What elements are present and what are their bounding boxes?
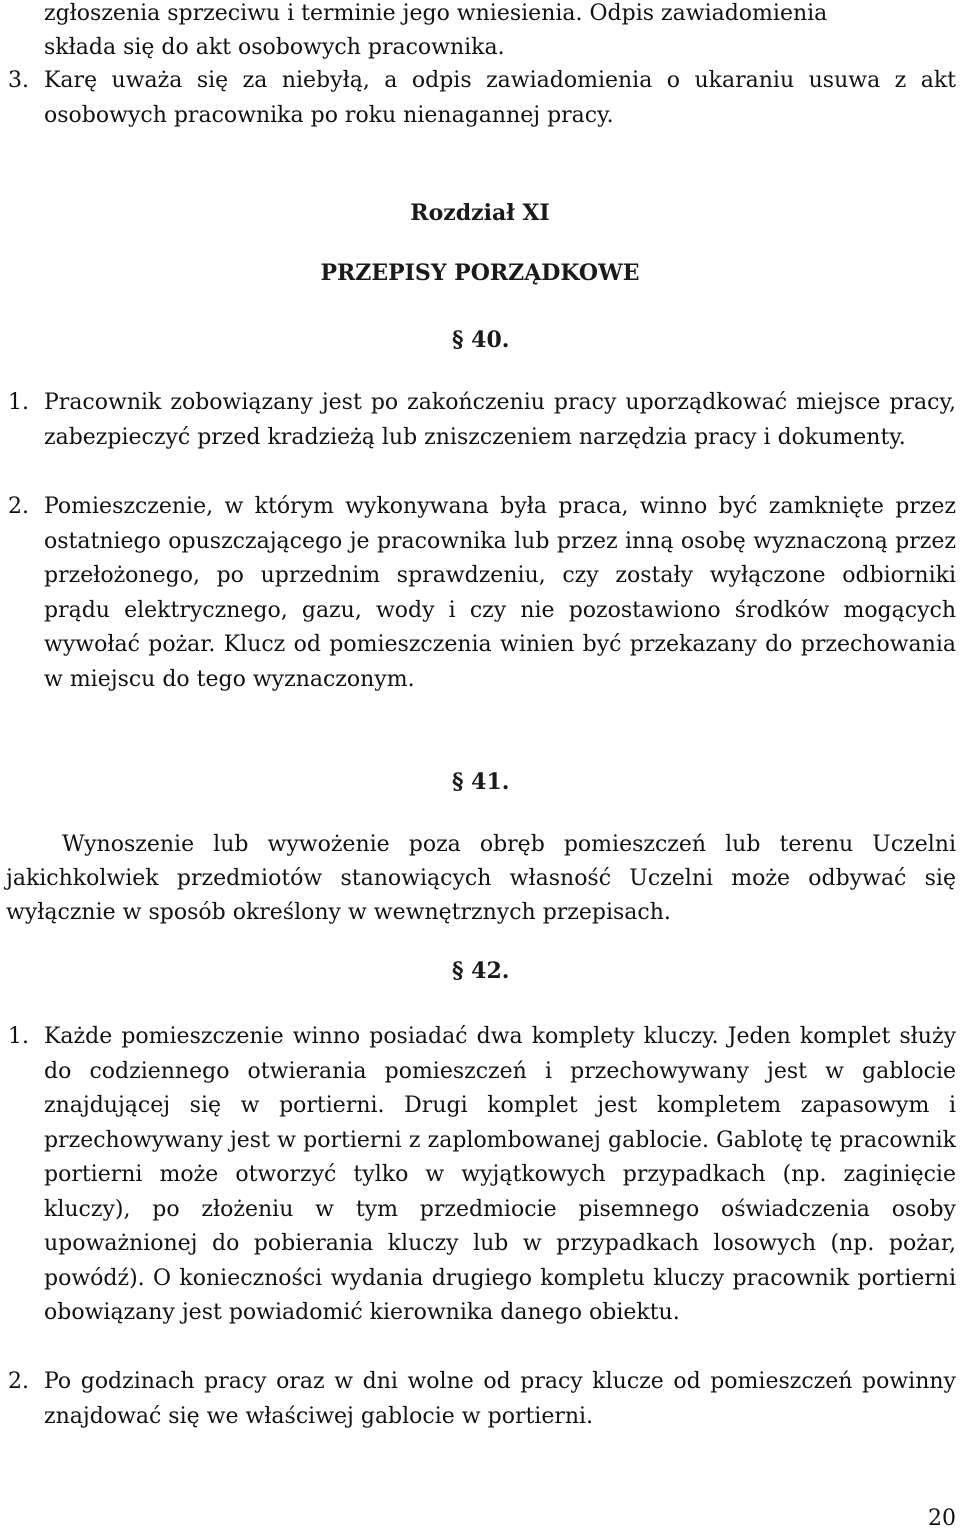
section-42-mark: § 42. — [452, 958, 510, 984]
intro-line-1: zgłoszenia sprzeciwu i terminie jego wniesienia. Odpis zawiadomienia — [44, 1, 828, 26]
intro-paragraph — [44, 0, 956, 65]
item-text: Po godzinach pracy oraz w dni wolne od pracy klucze od pomieszczeń powinny znajdować się we właściwej gablocie w portierni. — [44, 1369, 956, 1429]
section-40-mark: § 40. — [452, 327, 510, 353]
chapter-subtitle: PRZEPISY PORZĄDKOWE — [320, 260, 640, 286]
item-text: Pomieszczenie, w którym wykonywana była praca, winno być zamknięte przez ostatniego opuszczającego je pracownika lub przez inną osobę wyznaczoną przez przełożonego, po uprzednim sprawdzeniu, czy zostały wyłączone odbiorniki prądu elektrycznego, gazu, wody i czy nie pozostawiono środków mogących wywołać pożar. Klucz od pomieszczenia winien być przekazany do przechowania w miejscu do tego wyznaczonym. — [44, 494, 956, 692]
chapter-title: Rozdział XI — [410, 200, 550, 226]
item-number: 1. — [8, 1024, 29, 1049]
intro-line-2: składa się do akt osobowych pracownika. — [44, 35, 505, 60]
item-number: 3. — [8, 68, 29, 93]
item-text: Karę uważa się za niebyłą, a odpis zawiadomienia o ukaraniu usuwa z akt osobowych pracownika po roku nienagannej pracy. — [44, 68, 956, 128]
section-41-paragraph: Wynoszenie lub wywożenie poza obręb pomieszczeń lub terenu Uczelni jakichkolwiek przedmiotów stanowiących własność Uczelni może odbywać się wyłącznie w sposób określony w wewnętrznych przepisach. — [6, 832, 956, 925]
item-text: Każde pomieszczenie winno posiadać dwa komplety kluczy. Jeden komplet służy do codziennego otwierania pomieszczeń i przechowywany jest w gablocie znajdującej się w portierni. Drugi komplet jest kompletem zapasowym i przechowywany jest w portierni z zaplombowanej gablocie. Gablotę tę pracownik portierni może otworzyć tylko w wyjątkowych przypadkach (np. zaginięcie kluczy), po złożeniu w tym przedmiocie pisemnego oświadczenia osoby upoważnionej do pobierania kluczy lub w przypadkach losowych (np. pożar, powódź). O konieczności wydania drugiego kompletu kluczy pracownik portierni obowiązany jest powiadomić kierownika danego obiektu. — [44, 1024, 956, 1325]
page-number: 20 — [928, 1506, 956, 1531]
item-number: 1. — [8, 390, 29, 415]
item-number: 2. — [8, 494, 29, 519]
item-number: 2. — [8, 1369, 29, 1394]
item-text: Pracownik zobowiązany jest po zakończeniu pracy uporządkować miejsce pracy, zabezpieczyć przed kradzieżą lub zniszczeniem narzędzia pracy i dokumenty. — [44, 390, 956, 450]
section-41-mark: § 41. — [452, 769, 510, 795]
